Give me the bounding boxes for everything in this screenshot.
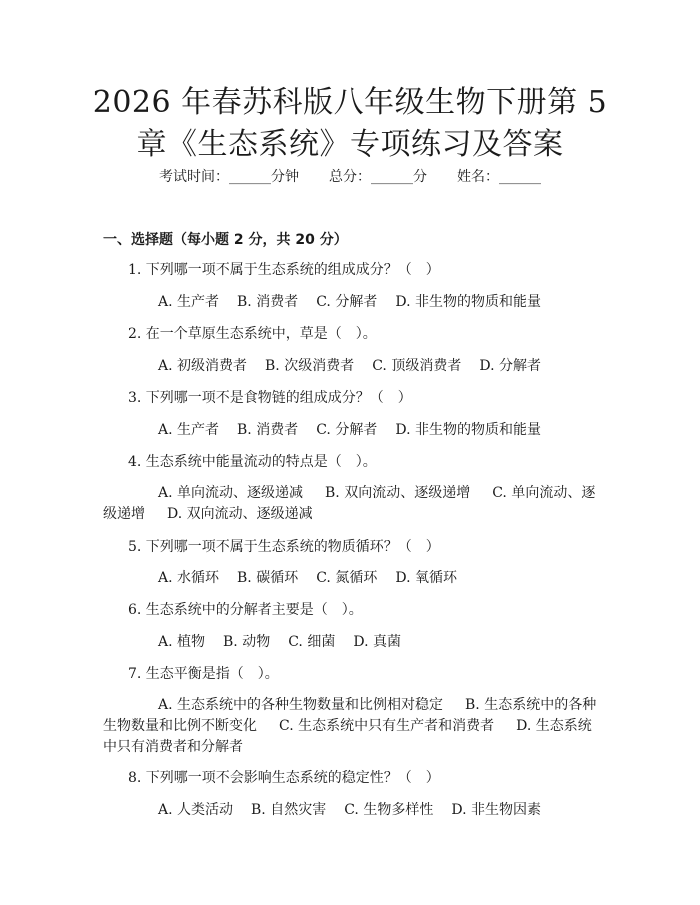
option-c: C. 生态系统中只有生产者和消费者	[279, 718, 495, 734]
option-a: A. 生产者	[158, 422, 220, 438]
option-c: C. 单向流动、逐级递增	[103, 485, 596, 522]
question-4-stem: 4. 生态系统中能量流动的特点是（ ）。	[128, 454, 377, 470]
question-1-options	[158, 292, 559, 312]
question-5-options	[158, 568, 475, 588]
option-b: B. 消费者	[237, 422, 299, 438]
question-3-stem: 3. 下列哪一项不是食物链的组成成分？（ ）	[128, 390, 412, 406]
option-a: A. 生产者	[158, 294, 220, 310]
option-d: D. 双向流动、逐级递减	[167, 506, 313, 522]
question-7-options	[103, 695, 603, 758]
exam-time-field: 考试时间：______分钟	[159, 169, 299, 185]
option-b: B. 双向流动、逐级递增	[325, 485, 471, 501]
question-6-options	[158, 632, 419, 652]
option-a: A. 初级消费者	[158, 358, 248, 374]
question-8-stem: 8. 下列哪一项不会影响生态系统的稳定性？（ ）	[128, 770, 440, 786]
document-title: 2026 年春苏科版八年级生物下册第 5 章《生态系统》专项练习及答案	[92, 85, 608, 162]
option-d: D. 分解者	[479, 358, 541, 374]
option-b: B. 动物	[223, 634, 271, 650]
option-d: D. 氧循环	[395, 570, 457, 586]
option-d: D. 非生物的物质和能量	[395, 422, 541, 438]
question-4-options	[103, 483, 603, 525]
option-d: D. 真菌	[353, 634, 401, 650]
option-a: A. 水循环	[158, 570, 220, 586]
question-5-stem: 5. 下列哪一项不属于生态系统的物质循环？（ ）	[128, 539, 440, 555]
option-b: B. 次级消费者	[265, 358, 355, 374]
exam-info	[0, 167, 700, 187]
question-3-options	[158, 420, 559, 440]
student-name-field: 姓名：______	[457, 169, 541, 185]
option-c: C. 氮循环	[316, 570, 378, 586]
question-8-options	[158, 800, 559, 820]
option-d: D. 非生物因素	[451, 802, 541, 818]
option-d: D. 生态系统中只有消费者和分解者	[103, 718, 592, 755]
section-title: 一、选择题（每小题 2 分，共 20 分）	[103, 232, 348, 248]
option-c: C. 顶级消费者	[372, 358, 462, 374]
option-c: C. 细菌	[288, 634, 336, 650]
question-2-options	[158, 356, 559, 376]
option-a: A. 人类活动	[158, 802, 234, 818]
option-d: D. 非生物的物质和能量	[395, 294, 541, 310]
total-score-field: 总分：______分	[329, 169, 427, 185]
option-b: B. 生态系统中的各种生物数量和比例不断变化	[103, 697, 597, 734]
option-a: A. 单向流动、逐级递减	[158, 485, 304, 501]
option-c: C. 生物多样性	[344, 802, 434, 818]
option-c: C. 分解者	[316, 294, 378, 310]
question-1-stem: 1. 下列哪一项不属于生态系统的组成成分？（ ）	[128, 262, 440, 278]
option-c: C. 分解者	[316, 422, 378, 438]
option-a: A. 生态系统中的各种生物数量和比例相对稳定	[158, 697, 444, 713]
question-6-stem: 6. 生态系统中的分解者主要是（ ）。	[128, 602, 363, 618]
option-b: B. 自然灾害	[251, 802, 327, 818]
option-b: B. 消费者	[237, 294, 299, 310]
question-7-stem: 7. 生态平衡是指（ ）。	[128, 666, 279, 682]
option-a: A. 植物	[158, 634, 206, 650]
option-b: B. 碳循环	[237, 570, 299, 586]
question-2-stem: 2. 在一个草原生态系统中，草是（ ）。	[128, 326, 377, 342]
